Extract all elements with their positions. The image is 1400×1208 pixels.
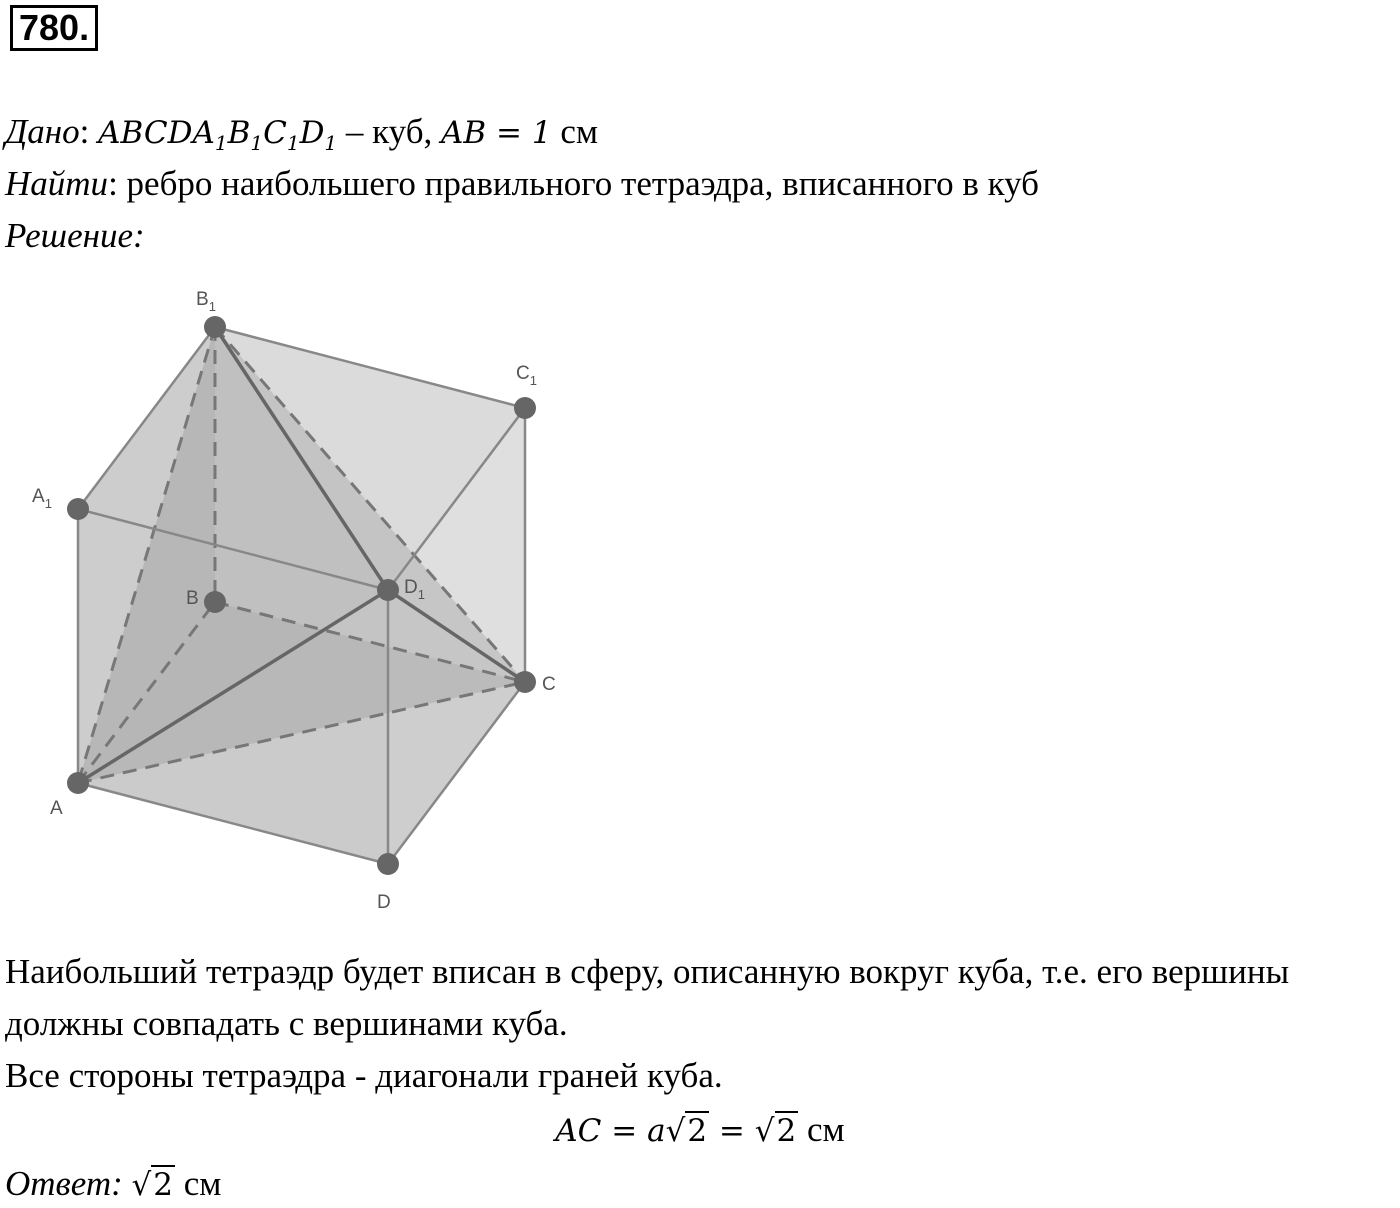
ab-value: AB = 1 [441,115,552,151]
sqrt-2: √2 [754,1113,797,1149]
formula [0,1108,1400,1153]
label-a1: $A_1$ [32,486,52,511]
label-a: A [50,798,63,819]
find-text: ребро наибольшего правильного тетраэдра, вписанного в куб [126,164,1039,203]
vertex-c [514,671,536,693]
vertex-a [67,772,89,794]
label-b: B [186,588,199,609]
cube-figure [0,270,600,930]
given-line: Дано: $ABCDA_1B_1C_1D_1$ – куб, AB = 1 см [5,112,599,155]
answer-label: Ответ: [5,1164,123,1203]
paragraph-line-3: Все стороны тетраэдра - диагонали граней куба. [5,1056,723,1095]
paragraph-line-2: должны совпадать с вершинами куба. [5,1004,568,1043]
vertex-a1 [67,498,89,520]
given-unit: см [560,112,599,151]
find-label: Найти [5,164,109,203]
vertex-b1 [204,316,226,338]
label-d: D [377,892,391,913]
sqrt-1: √2 [665,1113,708,1149]
formula-unit: см [798,1110,845,1149]
paragraph-line-1: Наибольший тетраэдр будет вписан в сферу, описанную вокруг куба, т.е. его вершины [5,952,1290,991]
label-c1: $C_1$ [516,363,537,388]
cube-name: $ABCDA_1B_1C_1D_1$ [98,115,338,155]
given-label: Дано [5,112,80,151]
vertex-c1 [514,397,536,419]
answer-sqrt: √2 [131,1167,173,1203]
formula-eq: = [709,1113,755,1149]
vertex-d [377,853,399,875]
cube-text: – куб, [345,112,433,151]
find-line: Найти: ребро наибольшего правильного тетраэдра, вписанного в куб [5,164,1039,203]
solution-label: Решение: [5,216,145,255]
problem-number: 780. [10,5,98,51]
answer-line [5,1162,221,1207]
vertex-b [204,591,226,613]
label-c: C [542,674,556,695]
label-b1: $B_1$ [196,289,216,314]
formula-lhs: AC = a [555,1113,666,1149]
label-d1: $D_1$ [404,577,425,602]
vertex-d1 [377,579,399,601]
answer-unit: см [175,1164,222,1203]
